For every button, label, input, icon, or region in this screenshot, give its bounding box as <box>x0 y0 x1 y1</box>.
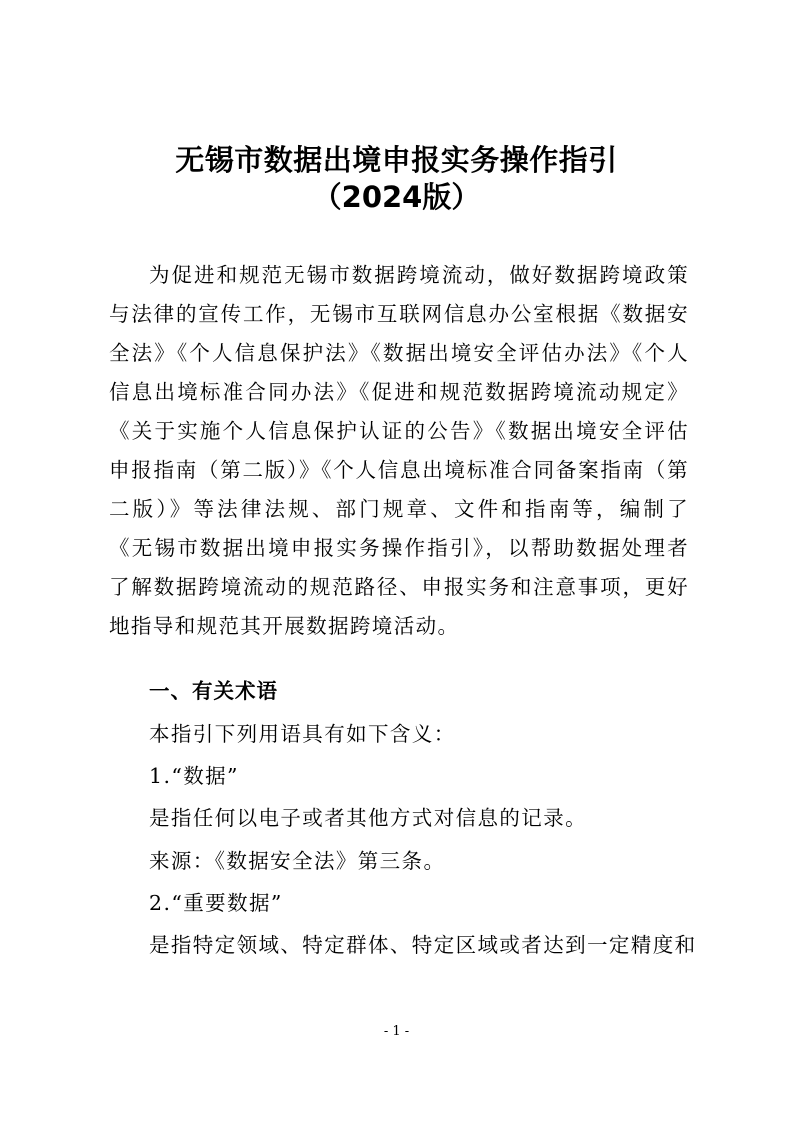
term-1-title: 1.“数据” <box>149 764 239 788</box>
section-heading: 一、有关术语 <box>149 679 278 703</box>
document-subtitle: （2024版） <box>312 180 481 214</box>
section-intro: 本指引下列用语具有如下含义： <box>149 722 456 746</box>
term-2-definition: 是指特定领域、特定群体、特定区域或者达到一定精度和 <box>149 933 697 957</box>
page-number: - 1 - <box>383 1024 410 1039</box>
intro-paragraph: 为促进和规范无锡市数据跨境流动，做好数据跨境政策与法律的宣传工作，无锡市互联网信息办公室根据《数据安全法》《个人信息保护法》《数据出境安全评估办法》《个人信息出境标准合同办法》《促进和规范数据跨境流动规定》《关于实施个人信息保护认证的公告》《数据出境安全评估申报指南（第二版）》《个人信息出境标准合同备案指南（第二版）》等法律法规、部门规章、文件和指南等，编制了《无锡市数据出境申报实务操作指引》，以帮助数据处理者了解数据跨境流动的规范路径、申报实务和注意事项，更好地指导和规范其开展数据跨境活动。 <box>109 263 689 638</box>
term-2-title: 2.“重要数据” <box>149 891 283 915</box>
document-title: 无锡市数据出境申报实务操作指引 <box>175 143 618 177</box>
term-1-source: 来源：《数据安全法》第三条。 <box>149 849 446 873</box>
term-1-definition: 是指任何以电子或者其他方式对信息的记录。 <box>149 806 587 830</box>
